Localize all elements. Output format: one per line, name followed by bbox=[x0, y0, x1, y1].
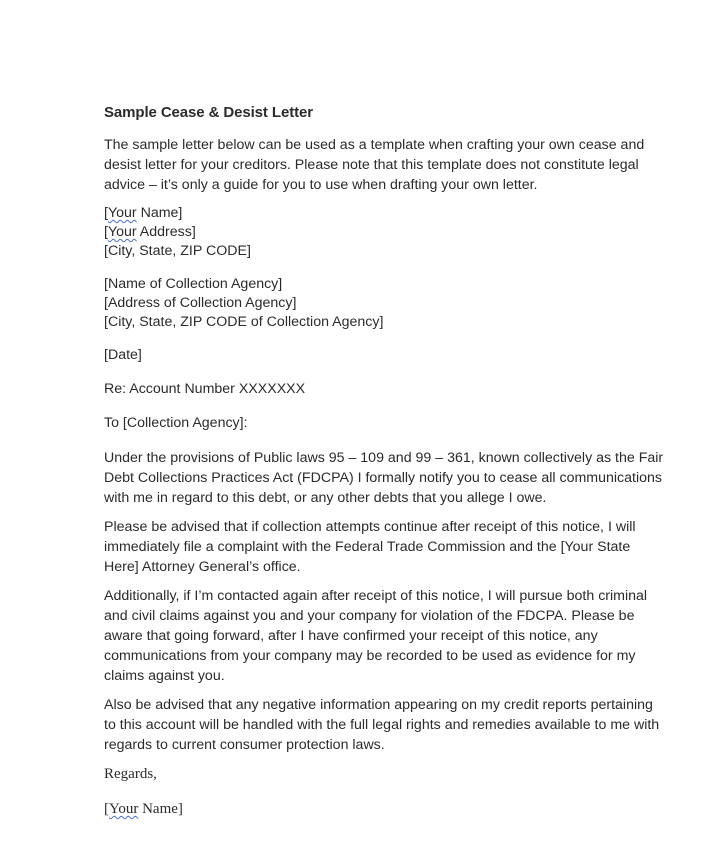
body-paragraph: Please be advised that if collection attempts continue after receipt of this notice, I will immediately file a complaint with the Federal Trade Commission and the [Your State Here] Attorney General’s office. bbox=[104, 519, 636, 575]
recipient-name-line: [Name of Collection Agency] bbox=[104, 276, 283, 292]
reference-line: Re: Account Number XXXXXXX bbox=[104, 381, 306, 397]
body-paragraph: Under the provisions of Public laws 95 – 109 and 99 – 361, known collectively as the Fair Debt Collections Practices Act (FDCPA) I formally notify you to cease all communications with me in regard to this debt, or any other debts that you allege I owe. bbox=[104, 450, 664, 506]
recipient-address-line: [Address of Collection Agency] bbox=[104, 295, 297, 311]
sender-address-line bbox=[104, 223, 664, 242]
body-paragraph: Additionally, if I’m contacted again after receipt of this notice, I will pursue both criminal and civil claims against you and your company for violation of the FDCPA. Please be aware that going forward, after I have confirmed your receipt of this notice, any communications from your company may be recorded to be used as evidence for my claims against you. bbox=[104, 588, 648, 684]
intro-paragraph: The sample letter below can be used as a template when crafting your own cease and desist letter for your creditors. Please note that this template does not constitute legal advice – it’s only a guide for you to use when drafting your own letter. bbox=[104, 137, 645, 193]
bracket: [ bbox=[104, 801, 109, 817]
closing: Regards, bbox=[104, 766, 157, 782]
letter-page bbox=[104, 104, 664, 832]
body-paragraph: Also be advised that any negative information appearing on my credit reports pertaining to this account will be handled with the full legal rights and remedies available to me with regards to current consumer protection laws. bbox=[104, 697, 660, 753]
signature-line bbox=[104, 800, 664, 819]
spellcheck-word: Your bbox=[107, 224, 137, 240]
recipient-city-line: [City, State, ZIP CODE of Collection Agency] bbox=[104, 314, 384, 330]
sender-address-block bbox=[104, 204, 664, 261]
salutation: To [Collection Agency]: bbox=[104, 415, 248, 431]
spellcheck-word: Your bbox=[107, 205, 137, 221]
spellcheck-word: Your bbox=[109, 801, 139, 817]
bracket: [ bbox=[104, 224, 108, 240]
recipient-address-block bbox=[104, 275, 664, 332]
sender-address-rest: Address] bbox=[136, 224, 196, 240]
letter-date: [Date] bbox=[104, 347, 142, 363]
sender-city-line: [City, State, ZIP CODE] bbox=[104, 243, 251, 259]
sender-name-line bbox=[104, 204, 664, 223]
page-title: Sample Cease & Desist Letter bbox=[104, 104, 313, 121]
bracket: [ bbox=[104, 205, 108, 221]
sender-name-rest: Name] bbox=[136, 205, 183, 221]
signature-name-rest: Name] bbox=[138, 801, 183, 817]
